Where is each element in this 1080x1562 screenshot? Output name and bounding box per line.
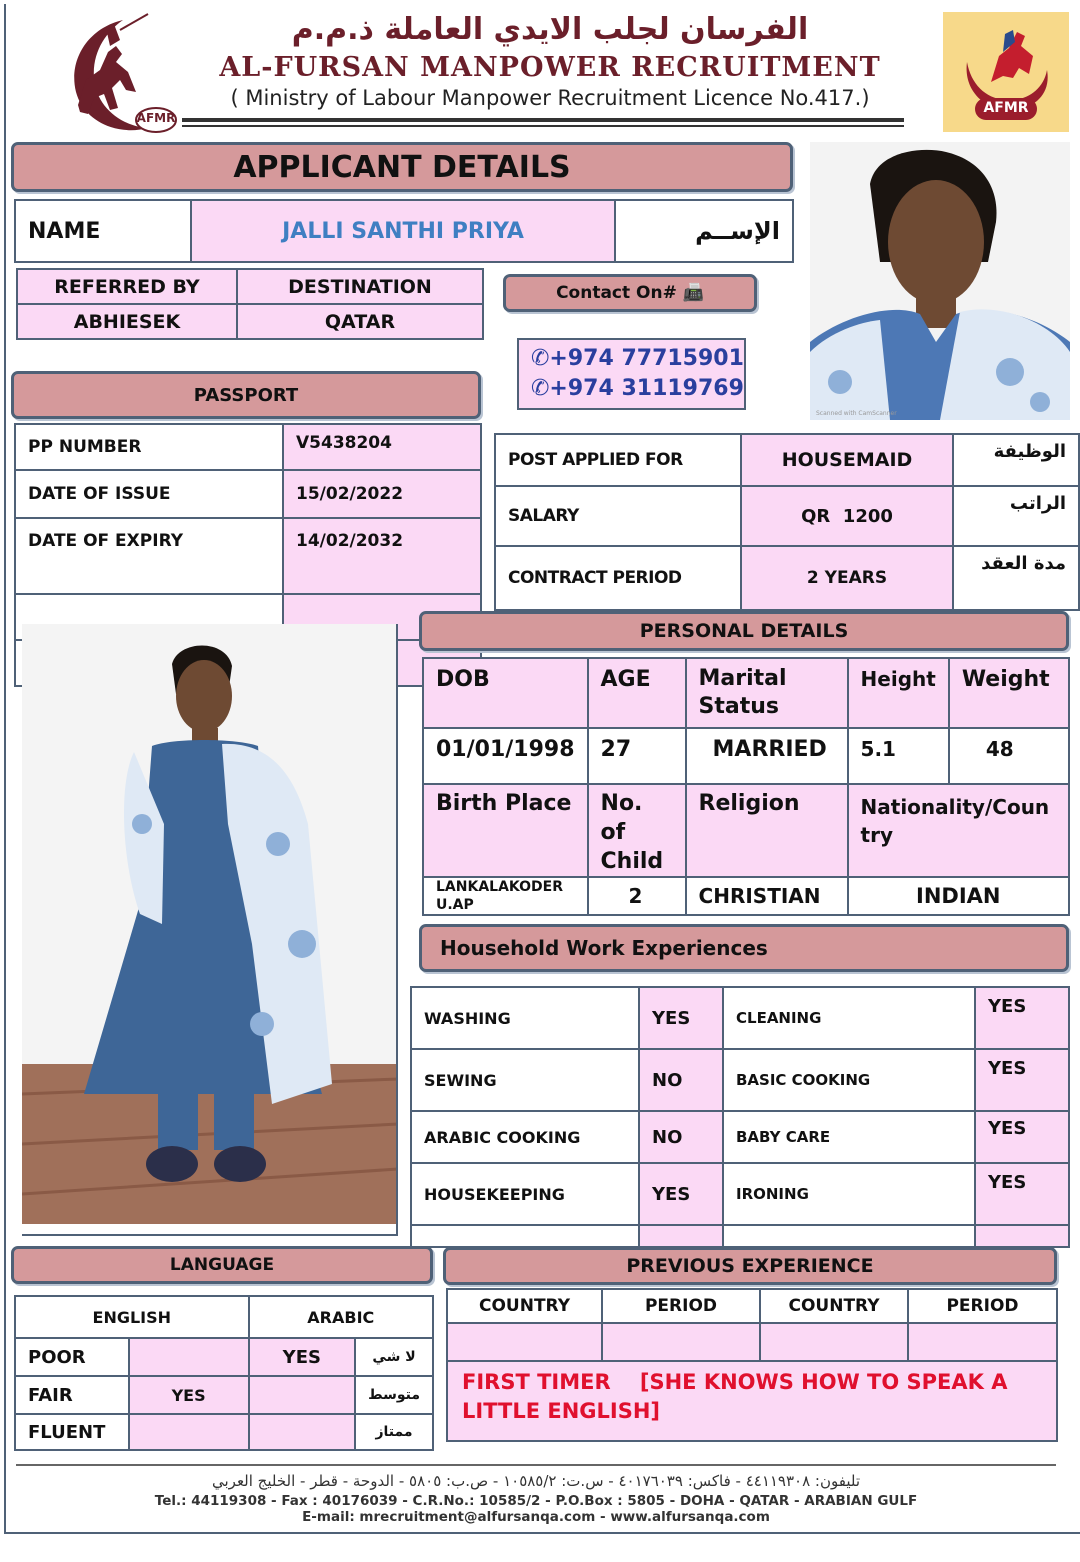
- marital-status-label: Marital Status: [686, 658, 848, 728]
- prev-cell-2: [602, 1323, 760, 1361]
- prev-country-header-1: COUNTRY: [447, 1289, 602, 1323]
- phone-box: [517, 338, 746, 410]
- name-table: [14, 199, 794, 263]
- skill-ironing-value: YES: [975, 1163, 1069, 1225]
- level-poor-english: [129, 1338, 249, 1376]
- level-fluent-label: FLUENT: [15, 1414, 129, 1450]
- skill-washing-label: WASHING: [411, 987, 639, 1049]
- english-label: ENGLISH: [15, 1296, 249, 1338]
- portrait-photo-image: [810, 142, 1070, 420]
- arabic-company-title: الفرسان لجلب الايدي العاملة ذ.م.م: [291, 12, 809, 47]
- prev-cell-3: [760, 1323, 908, 1361]
- level-fluent-arabic-word: ممتاز: [355, 1414, 433, 1450]
- age-value: 27: [588, 728, 686, 784]
- issue-date-label: DATE OF ISSUE: [15, 470, 283, 518]
- skill-baby-care-label: BABY CARE: [723, 1111, 975, 1163]
- salary-label: SALARY: [495, 486, 741, 546]
- prev-cell-1: [447, 1323, 602, 1361]
- household-empty-4: [975, 1225, 1069, 1247]
- level-poor-arabic-word: لا شي: [355, 1338, 433, 1376]
- name-label-arabic: الإســم: [615, 200, 793, 262]
- household-heading-text: Household Work Experiences: [440, 936, 768, 960]
- age-label: AGE: [588, 658, 686, 728]
- skill-housekeeping-value: YES: [639, 1163, 723, 1225]
- nationality-label: Nationality/Country: [848, 784, 1069, 877]
- height-value: 5.1: [848, 728, 949, 784]
- children-label: No. of Child: [588, 784, 686, 877]
- name-label: NAME: [15, 200, 191, 262]
- skill-arabic-cooking-label: ARABIC COOKING: [411, 1111, 639, 1163]
- company-licence: ( Ministry of Labour Manpower Recruitment Licence No.417.): [230, 86, 870, 110]
- skill-cleaning-label: CLEANING: [723, 987, 975, 1049]
- passport-number-value: V5438204: [283, 424, 481, 470]
- household-empty-3: [723, 1225, 975, 1247]
- household-heading: [419, 924, 1069, 972]
- footer-email-line: E-mail: mrecruitment@alfursanqa.com - www.alfursanqa.com: [302, 1509, 770, 1525]
- footer-contact-line: Tel.: 44119308 - Fax : 40176039 - C.R.No.: 10585/2 - P.O.Box : 5805 - DOHA - QATAR - ARABIAN GULF: [154, 1493, 918, 1509]
- full-body-photo-image: [22, 624, 398, 1236]
- logo-right-text: AFMR: [983, 100, 1029, 116]
- height-label: Height: [848, 658, 949, 728]
- referral-table: [16, 268, 484, 340]
- header-rule-thin: [182, 125, 904, 127]
- skill-baby-care-value: YES: [975, 1111, 1069, 1163]
- language-table: [14, 1295, 434, 1451]
- logo-right: [943, 12, 1069, 132]
- language-heading: LANGUAGE: [11, 1246, 433, 1284]
- level-fair-label: FAIR: [15, 1376, 129, 1414]
- applicant-details-heading: APPLICANT DETAILS: [11, 142, 793, 192]
- skill-basic-cooking-label: BASIC COOKING: [723, 1049, 975, 1111]
- post-applied-value: HOUSEMAID: [741, 434, 953, 486]
- full-body-photo: [22, 624, 398, 1236]
- logo-left-text: AFMR: [136, 111, 176, 125]
- skill-housekeeping-label: HOUSEKEEPING: [411, 1163, 639, 1225]
- job-table: [494, 433, 1080, 611]
- phone-number-2: ✆+974 31119769: [531, 376, 744, 401]
- footer-arabic: تليفون: ٤٤١١٩٣٠٨ - فاكس: ٤٠١٧٦٠٣٩ - س.ت: ١٠٥٨٥/٢ - ص.ب: ٥٨٠٥ - الدوحة - قطر - الخليج العربي: [211, 1472, 860, 1490]
- prev-country-header-2: COUNTRY: [760, 1289, 908, 1323]
- birth-place-value: LANKALAKODERU.AP: [423, 877, 588, 915]
- dob-label: DOB: [423, 658, 588, 728]
- phone-number-1: ✆+974 77715901: [531, 346, 744, 371]
- skill-basic-cooking-value: YES: [975, 1049, 1069, 1111]
- prev-cell-4: [908, 1323, 1057, 1361]
- name-value: JALLI SANTHI PRIYA: [191, 200, 615, 262]
- level-fair-arabic: [249, 1376, 356, 1414]
- weight-label: Weight: [949, 658, 1069, 728]
- expiry-date-value: 14/02/2032: [283, 518, 481, 594]
- household-empty: [411, 1225, 639, 1247]
- nationality-value: INDIAN: [848, 877, 1069, 915]
- company-title: AL-FURSAN MANPOWER RECRUITMENT: [219, 52, 881, 83]
- level-poor-label: POOR: [15, 1338, 129, 1376]
- salary-value: QR 1200: [741, 486, 953, 546]
- arabic-label: ARABIC: [249, 1296, 433, 1338]
- household-table: [410, 986, 1070, 1248]
- level-poor-arabic: YES: [249, 1338, 356, 1376]
- skill-cleaning-value: YES: [975, 987, 1069, 1049]
- passport-heading: PASSPORT: [11, 371, 481, 419]
- skill-ironing-label: IRONING: [723, 1163, 975, 1225]
- skill-arabic-cooking-value: NO: [639, 1111, 723, 1163]
- religion-label: Religion: [686, 784, 848, 877]
- passport-number-label: PP NUMBER: [15, 424, 283, 470]
- issue-date-value: 15/02/2022: [283, 470, 481, 518]
- prev-period-header-1: PERIOD: [602, 1289, 760, 1323]
- post-applied-label: POST APPLIED FOR: [495, 434, 741, 486]
- level-fluent-arabic: [249, 1414, 356, 1450]
- header-rule: [182, 118, 904, 122]
- skill-washing-value: YES: [639, 987, 723, 1049]
- referred-by-label: REFERRED BY: [17, 269, 237, 304]
- level-fair-english: YES: [129, 1376, 249, 1414]
- previous-experience-table: [446, 1288, 1058, 1442]
- level-fair-arabic-word: متوسط: [355, 1376, 433, 1414]
- footer-rule: [16, 1464, 1056, 1466]
- destination-value: QATAR: [237, 304, 483, 339]
- skill-sewing-value: NO: [639, 1049, 723, 1111]
- contract-period-arabic: مدة العقد: [953, 546, 1079, 610]
- previous-experience-note: FIRST TIMER [SHE KNOWS HOW TO SPEAK A LITTLE ENGLISH]: [447, 1361, 1057, 1441]
- salary-arabic: الراتب: [953, 486, 1079, 546]
- previous-experience-heading: PREVIOUS EXPERIENCE: [443, 1247, 1057, 1285]
- referred-by-value: ABHIESEK: [17, 304, 237, 339]
- portrait-photo: [810, 142, 1070, 420]
- post-applied-arabic: الوظيفة: [953, 434, 1079, 486]
- expiry-date-label: DATE OF EXPIRY: [15, 518, 283, 594]
- destination-label: DESTINATION: [237, 269, 483, 304]
- contract-period-value: 2 YEARS: [741, 546, 953, 610]
- dob-value: 01/01/1998: [423, 728, 588, 784]
- contract-period-label: CONTRACT PERIOD: [495, 546, 741, 610]
- skill-sewing-label: SEWING: [411, 1049, 639, 1111]
- prev-period-header-2: PERIOD: [908, 1289, 1057, 1323]
- personal-table: [422, 657, 1070, 916]
- household-empty-2: [639, 1225, 723, 1247]
- portrait-caption: Scanned with CamScanner: [816, 410, 897, 417]
- weight-value: 48: [949, 728, 1069, 784]
- marital-status-value: MARRIED: [686, 728, 848, 784]
- level-fluent-english: [129, 1414, 249, 1450]
- logo-left: [28, 10, 178, 138]
- contact-heading: Contact On# 📠: [503, 274, 757, 312]
- personal-details-heading: PERSONAL DETAILS: [419, 611, 1069, 651]
- religion-value: CHRISTIAN: [686, 877, 848, 915]
- children-value: 2: [588, 877, 686, 915]
- birth-place-label: Birth Place: [423, 784, 588, 877]
